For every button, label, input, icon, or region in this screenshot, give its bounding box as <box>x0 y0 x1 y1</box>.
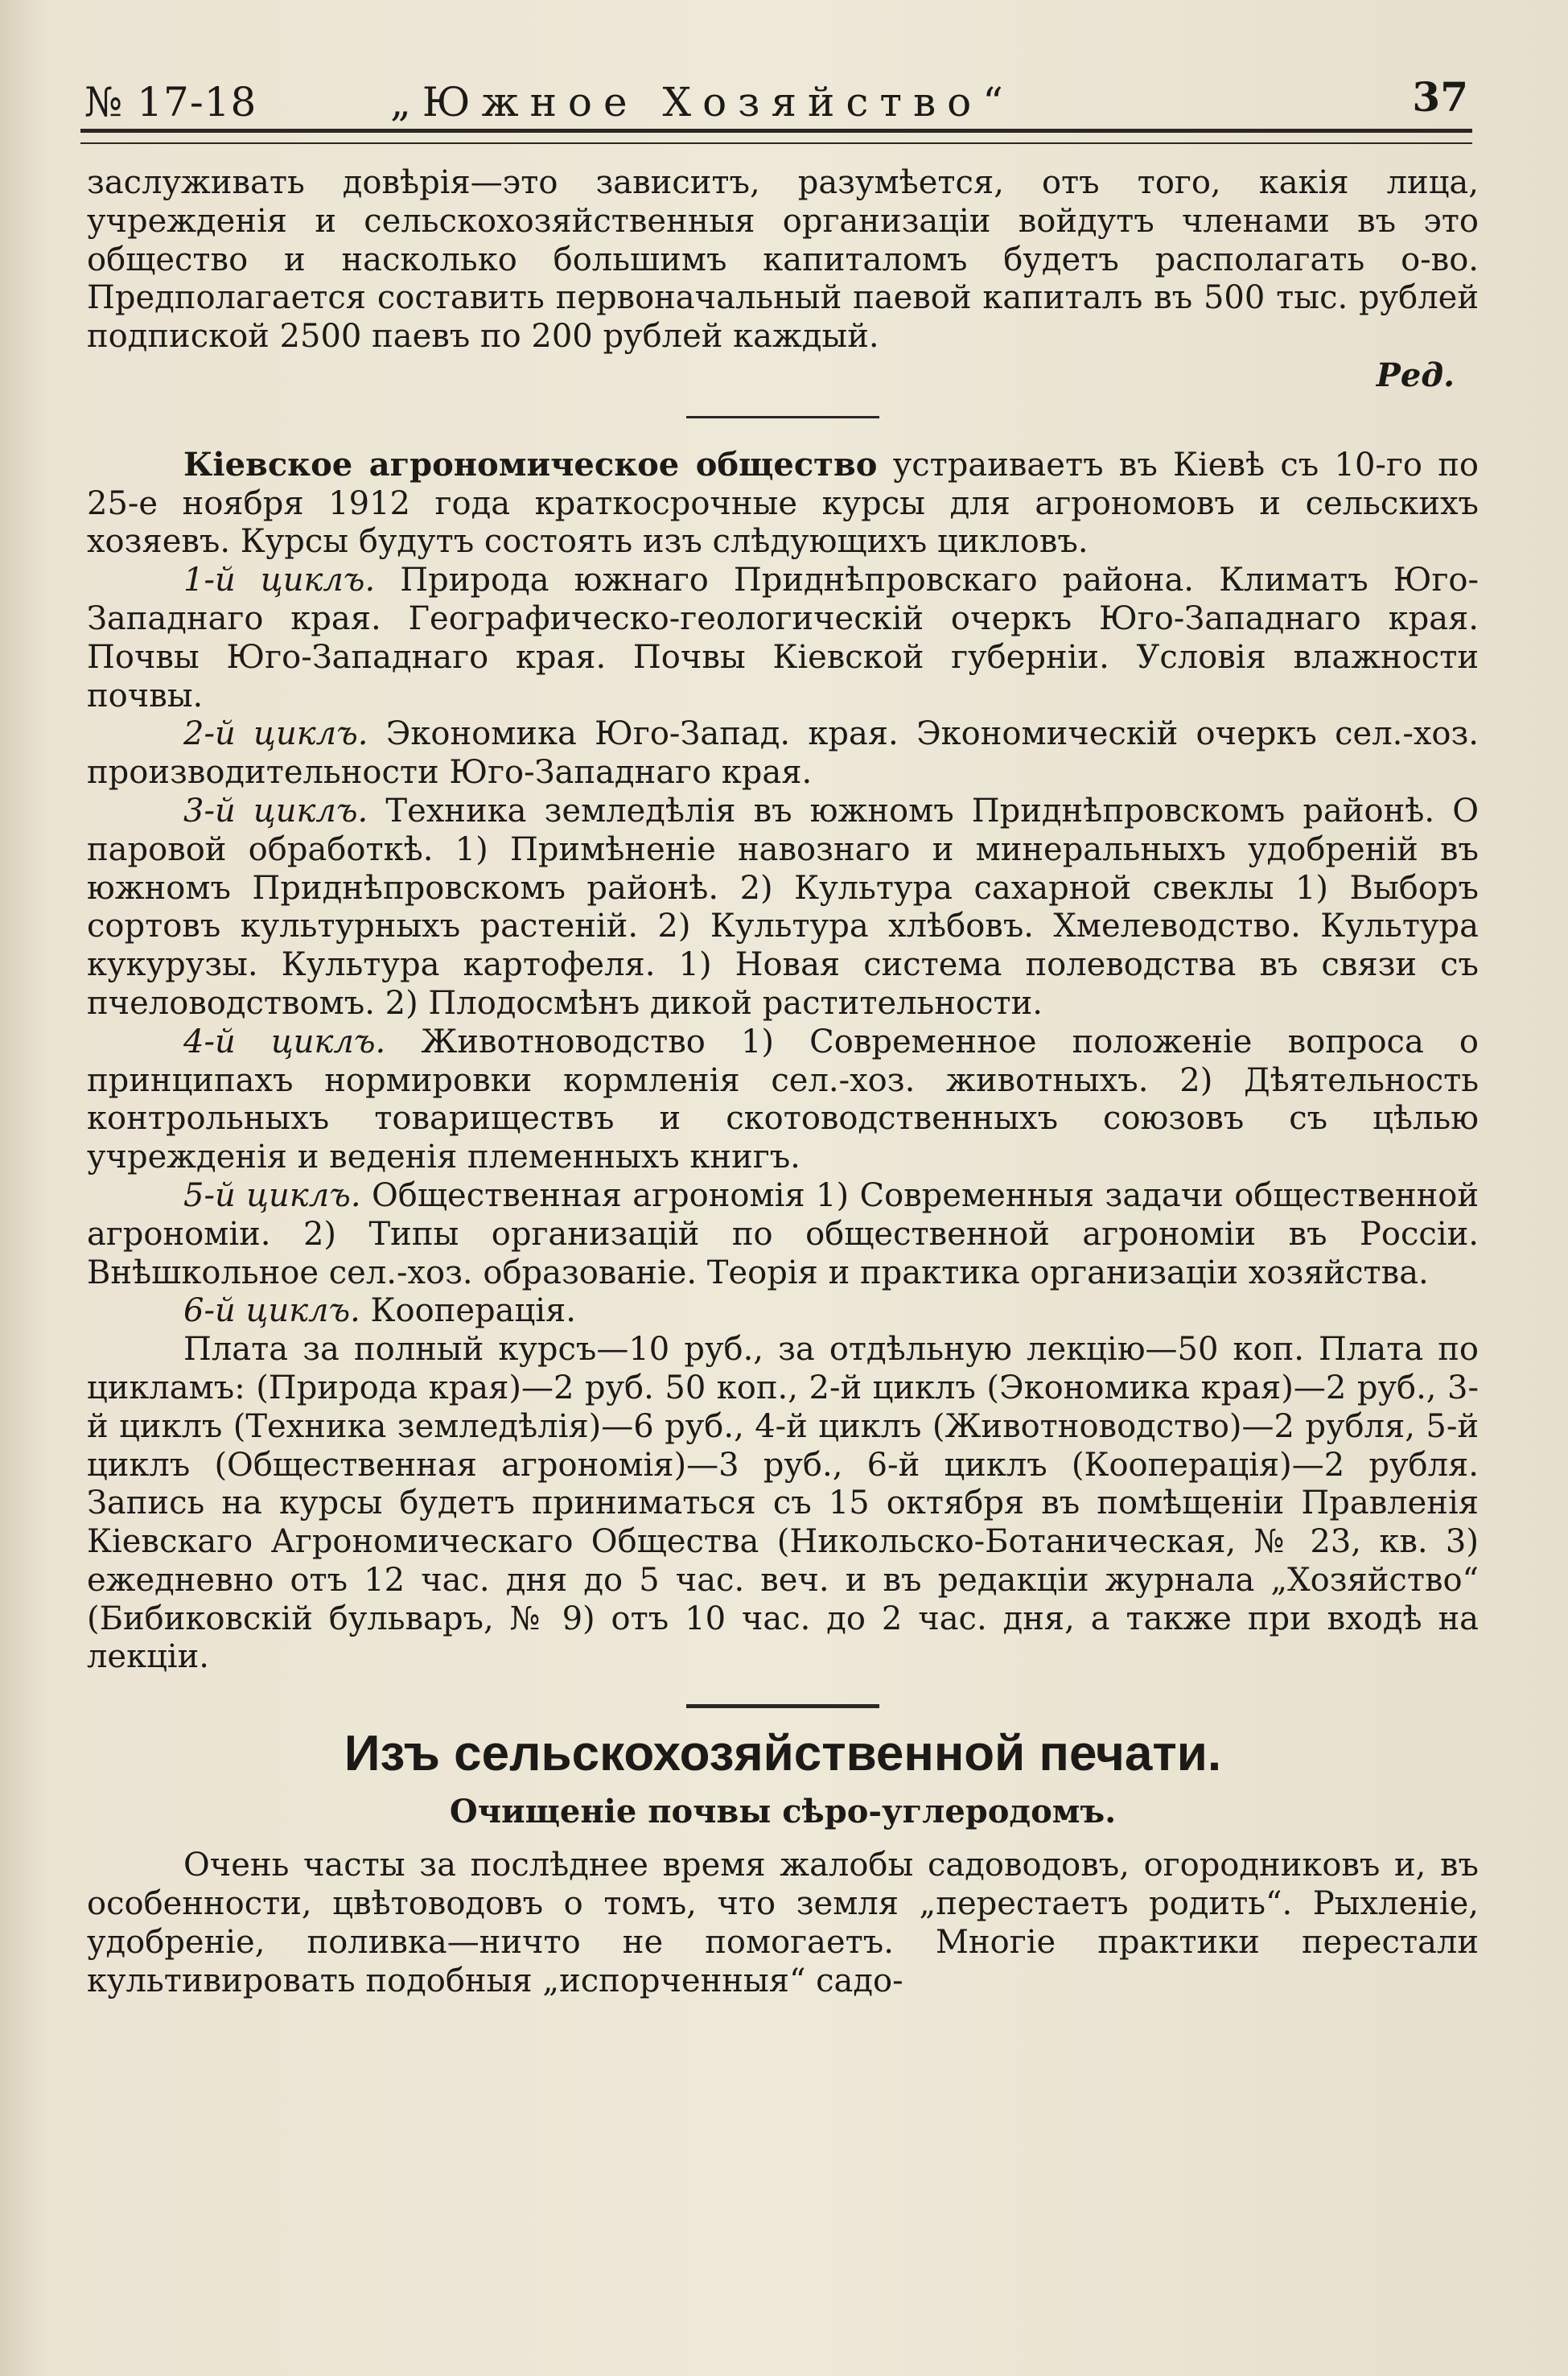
intro-paragraph: заслуживать довѣрія—это зависитъ, разумѣется, отъ того, какія лица, учрежденія и сельскохозяйственныя организаціи войдутъ членами въ это общество и насколько большимъ капиталомъ будетъ располагать о-во. Предполагается составить первоначальный паевой капиталъ въ 500 тыс. рублей подпиской 2500 паевъ по 200 рублей каждый. <box>87 164 1479 356</box>
cycle-1-label: 1-й циклъ. <box>183 562 376 599</box>
section-heading: Изъ сельскохозяйственной печати. <box>344 1726 1222 1782</box>
cycle-2-label: 2-й циклъ. <box>183 715 368 753</box>
cycle-5-label: 5-й циклъ. <box>183 1176 361 1214</box>
cycle-1 <box>87 562 1479 715</box>
cycle-4-text: Животноводство 1) Современное положеніе вопроса о принципахъ нормировки кормленія сел.-хоз. животныхъ. 2) Дѣятельность контрольныхъ товариществъ и скотоводственныхъ союзовъ съ цѣлью учрежденія и веденія племенныхъ книгъ. <box>87 1023 1480 1176</box>
issue-number: № 17-18 <box>84 79 257 126</box>
announcement-text: устраиваетъ въ Кіевѣ съ 10-го по 25-е ноября 1912 года краткосрочные курсы для агрономовъ и сельскихъ хозяевъ. Курсы будутъ состоять изъ слѣдующихъ цикловъ. <box>87 446 1479 561</box>
cycle-6-text: Кооперація. <box>360 1292 576 1330</box>
section-divider <box>686 416 879 418</box>
page-number: 37 <box>1412 73 1468 121</box>
cycle-4-label: 4-й циклъ. <box>183 1023 386 1060</box>
cycle-3-label: 3-й циклъ. <box>183 792 368 830</box>
cycle-4 <box>87 1023 1479 1177</box>
cycle-1-text: Природа южнаго Приднѣпровскаго района. Климатъ Юго-Западнаго края. Географическо-геологическій очеркъ Юго-Западнаго края. Почвы Юго-Западнаго края. Почвы Кіевской губерніи. Условія влажности почвы. <box>87 562 1479 714</box>
cycle-2-text: Экономика Юго-Запад. края. Экономическій очеркъ сел.-хоз. производительности Юго-Западнаго края. <box>87 715 1480 792</box>
fees-paragraph: Плата за полный курсъ—10 руб., за отдѣльную лекцію—50 коп. Плата по цикламъ: (Природа края)—2 руб. 50 коп., 2-й циклъ (Экономика края)—2 руб., 3-й циклъ (Техника земледѣлія)—6 руб., 4-й циклъ (Животноводство)—2 рубля, 5-й циклъ (Общественная агрономія)—3 руб., 6-й циклъ (Кооперація)—2 рубля. Запись на курсы будетъ приниматься съ 15 октября въ помѣщеніи Правленія Кіевскаго Агрономическаго Общества (Никольско-Ботаническая, № 23, кв. 3) ежедневно отъ 12 час. дня до 5 час. веч. и въ редакціи журнала „Хозяйство“ (Бибиковскій бульваръ, № 9) отъ 10 час. до 2 час. дня, а также при входѣ на лекціи. <box>87 1331 1479 1676</box>
article-subheading: Очищеніе почвы сѣро-углеродомъ. <box>449 1793 1117 1831</box>
header-rule <box>80 129 1472 144</box>
cycle-5-text: Общественная агрономія 1) Современныя задачи общественной агрономіи. 2) Типы организацій по общественной агрономіи въ Россіи. Внѣшкольное сел.-хоз. образованіе. Теорія и практика организаціи хозяйства. <box>87 1176 1480 1291</box>
cycle-5 <box>87 1177 1479 1292</box>
cycle-2 <box>87 715 1479 793</box>
page-body <box>87 164 1479 2000</box>
courses-announcement <box>87 446 1479 562</box>
journal-title: „Южное Хозяйство“ <box>390 79 1014 126</box>
article-paragraph: Очень часты за послѣднее время жалобы садоводовъ, огородниковъ и, въ особенности, цвѣтоводовъ о томъ, что земля „перестаетъ родить“. Рыхленіе, удобреніе, поливка—ничто не помогаетъ. Многіе практики перестали культивировать подобныя „испорченныя“ садо- <box>87 1847 1479 1999</box>
society-name: Кіевское агрономическое общество <box>183 445 878 484</box>
editor-signature: Ред. <box>1376 356 1455 394</box>
section-divider-bold <box>686 1704 879 1708</box>
cycle-6 <box>87 1292 1479 1331</box>
cycle-3-text: Техника земледѣлія въ южномъ Приднѣпровскомъ районѣ. О паровой обработкѣ. 1) Примѣненіе навознаго и минеральныхъ удобреній въ южномъ Приднѣпровскомъ районѣ. 2) Культура сахарной свеклы 1) Выборъ сортовъ культурныхъ растеній. 2) Культура хлѣбовъ. Хмелеводство. Культура кукурузы. Культура картофеля. 1) Новая система полеводства въ связи съ пчеловодствомъ. 2) Плодосмѣнъ дикой растительности. <box>87 792 1479 1022</box>
cycle-6-label: 6-й циклъ. <box>183 1292 360 1330</box>
cycle-3 <box>87 793 1479 1023</box>
running-header <box>84 74 1468 130</box>
